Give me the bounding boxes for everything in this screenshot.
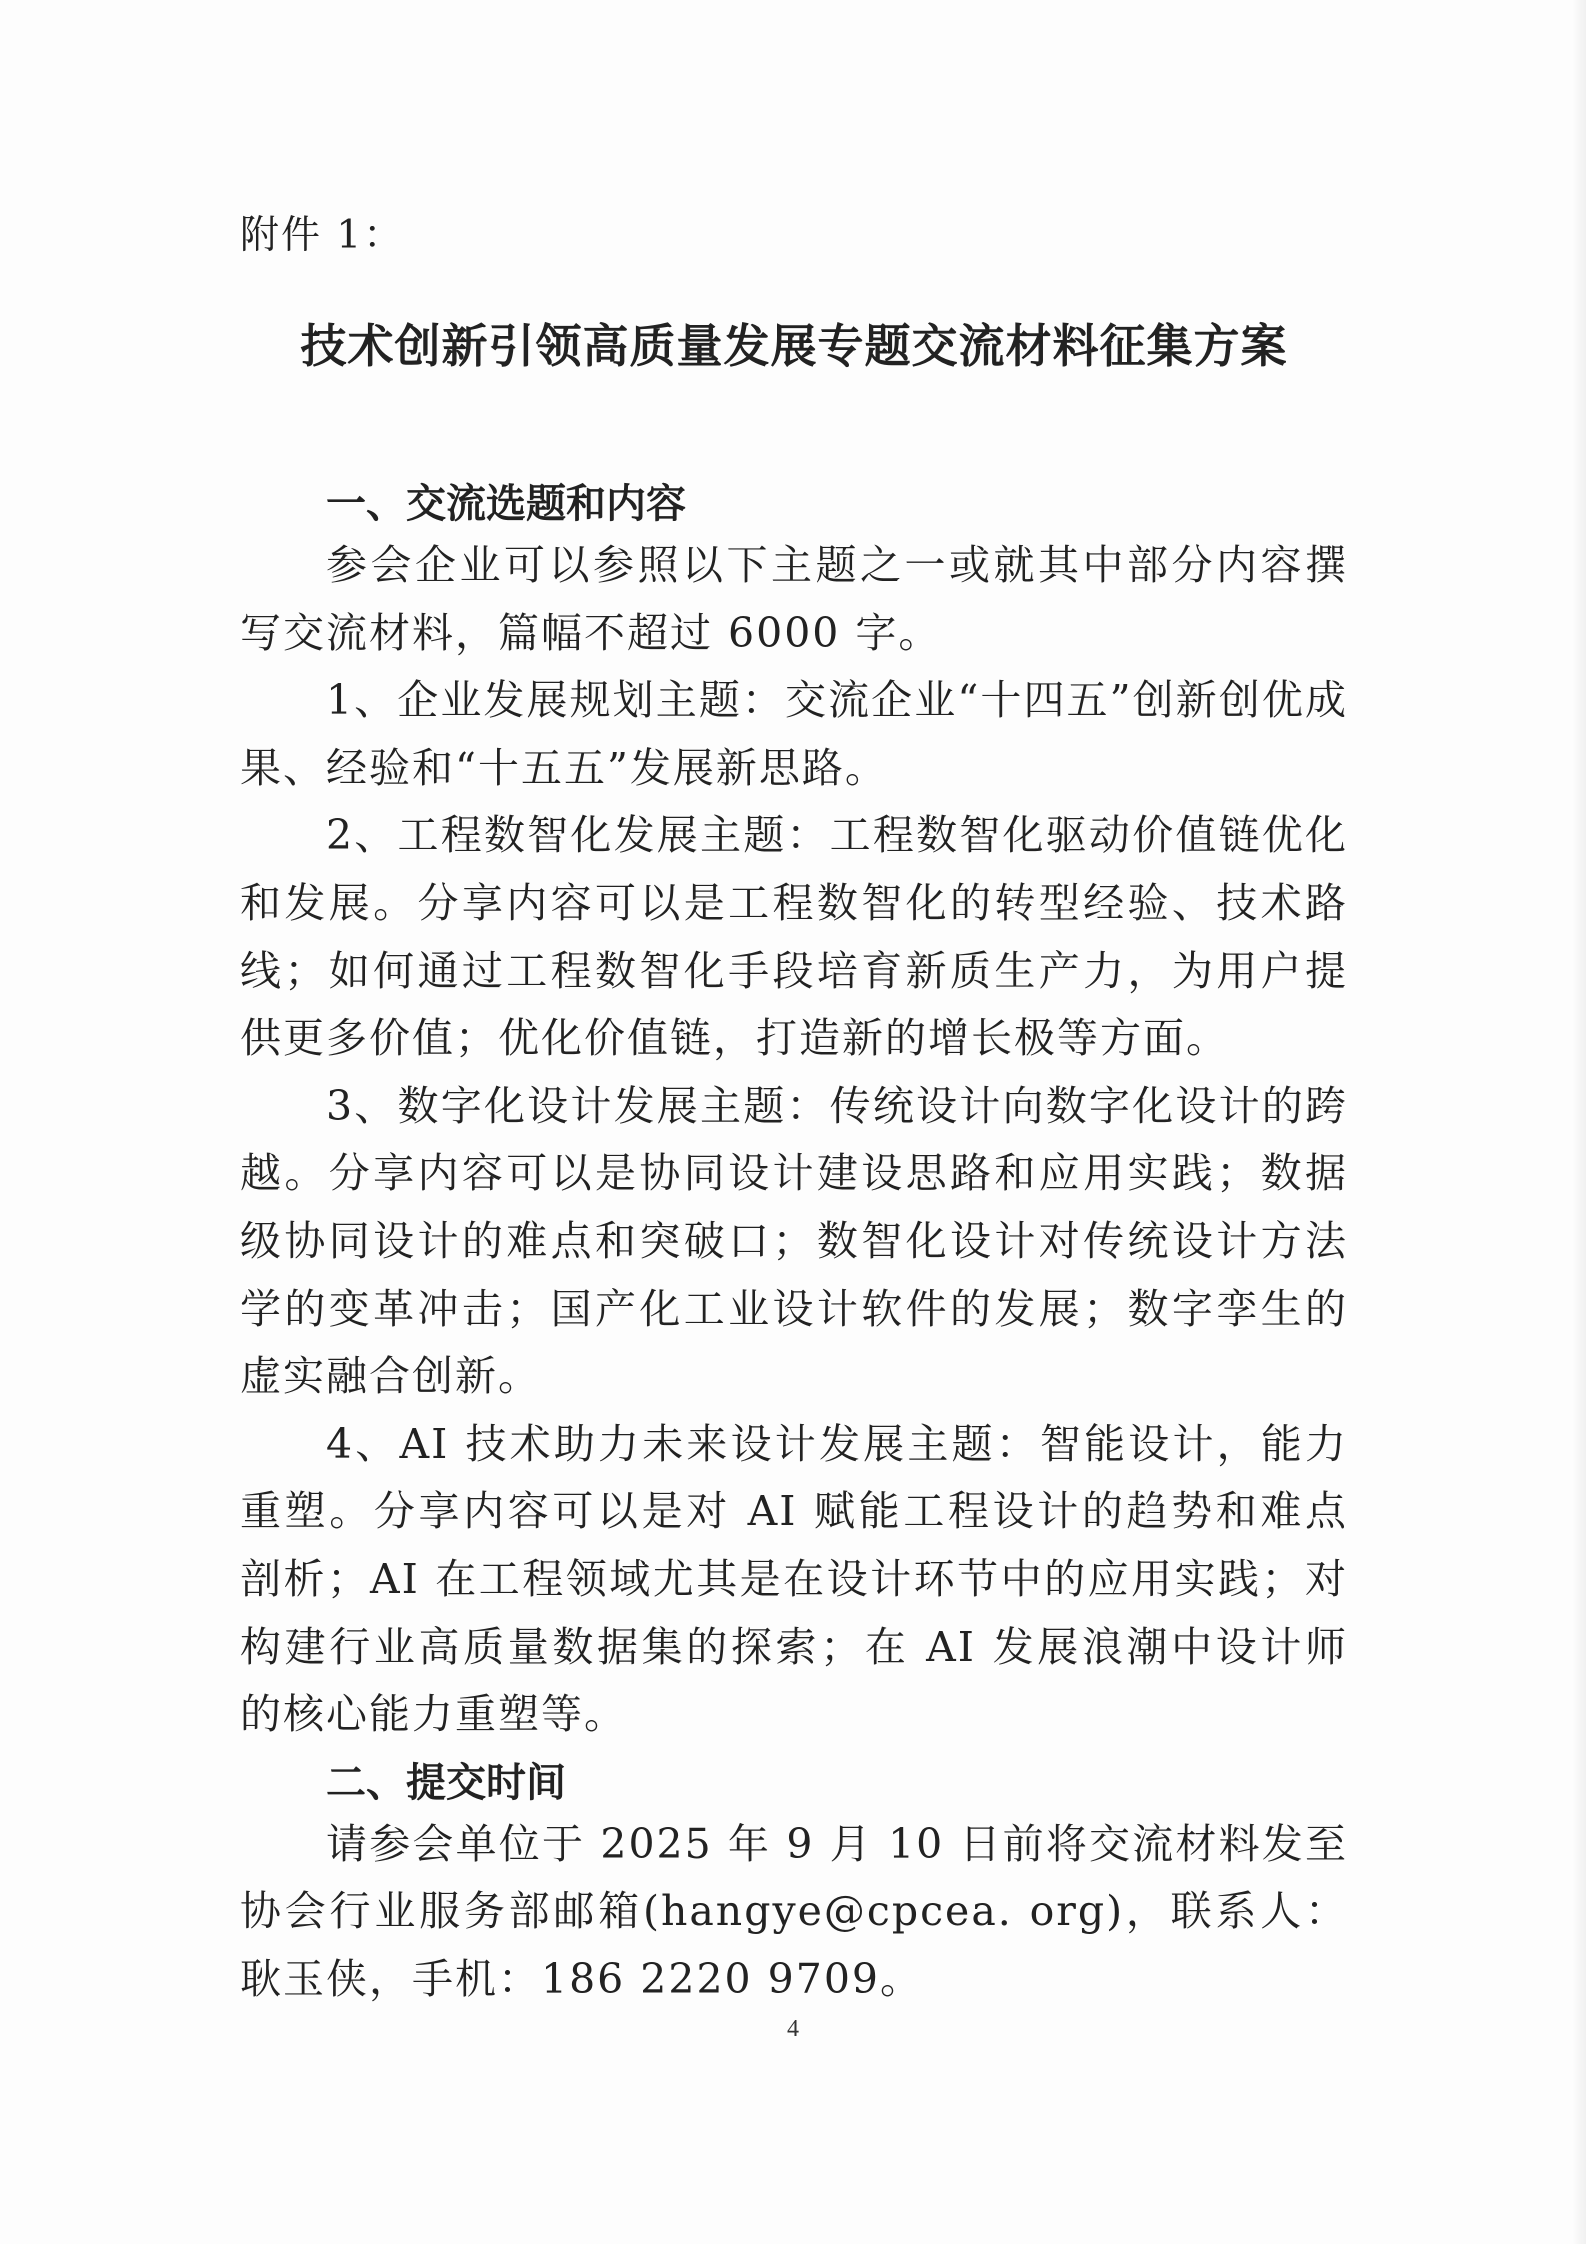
scan-edge-shadow	[1572, 0, 1586, 2244]
document-body	[240, 190, 1348, 2013]
attachment-label: 附件 1：	[240, 213, 405, 258]
section-heading-submission: 二、提交时间	[326, 1759, 566, 1806]
section-submission	[240, 1755, 1348, 2014]
section-topics	[240, 476, 1348, 1749]
section-heading-topics: 一、交流选题和内容	[326, 481, 686, 527]
document-title: 技术创新引领高质量发展专题交流材料征集方案	[300, 319, 1288, 373]
paragraph-topic-3: 3、数字化设计发展主题：传统设计向数字化设计的跨越。分享内容可以是协同设计建设思路和应用实践；数据级协同设计的难点和突破口；数智化设计对传统设计方法学的变革冲击；国产化工业设计软件的发展；数字孪生的虚实融合创新。	[240, 1081, 1348, 1401]
paragraph-topic-4: 4、AI 技术助力未来设计发展主题：智能设计，能力重塑。分享内容可以是对 AI 赋能工程设计的趋势和难点剖析；AI 在工程领域尤其是在设计环节中的应用实践；对构建行业高质量数据集的探索；在 AI 发展浪潮中设计师的核心能力重塑等。	[240, 1419, 1348, 1739]
paragraph-topic-1: 1、企业发展规划主题：交流企业“十四五”创新创优成果、经验和“十五五”发展新思路。	[240, 676, 1348, 792]
page-number: 4	[787, 2016, 799, 2042]
paragraph-intro: 参会企业可以参照以下主题之一或就其中部分内容撰写交流材料，篇幅不超过 6000 字。	[240, 541, 1348, 657]
paragraph-topic-2: 2、工程数智化发展主题：工程数智化驱动价值链优化和发展。分享内容可以是工程数智化的转型经验、技术路线；如何通过工程数智化手段培育新质生产力，为用户提供更多价值；优化价值链，打造新的增长极等方面。	[240, 811, 1348, 1063]
paragraph-submission: 请参会单位于 2025 年 9 月 10 日前将交流材料发至协会行业服务部邮箱(hangye@cpcea. org)，联系人：耿玉侠，手机：186 2220 9709。	[240, 1819, 1348, 2003]
